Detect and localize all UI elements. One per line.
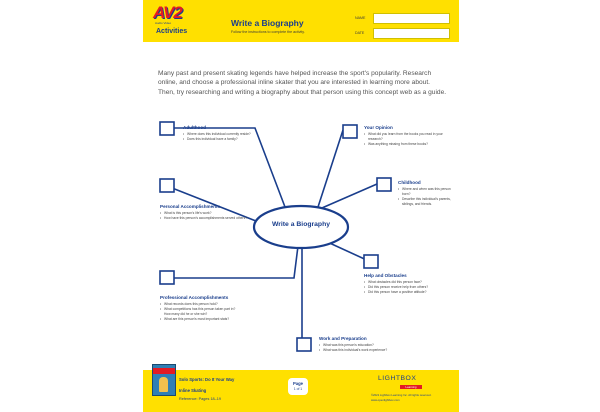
worksheet-page xyxy=(143,0,459,412)
list-item: • Describe this individual's parents, siblings, and friends. xyxy=(398,197,454,207)
list-item: • What obstacles did this person face? xyxy=(364,280,454,285)
section-your-opinion xyxy=(364,125,452,147)
section-personal-accomplishments xyxy=(160,204,248,221)
page-badge xyxy=(288,378,308,395)
section-childhood xyxy=(398,180,454,207)
list-item: • What was this person's education? xyxy=(319,343,429,348)
page-title: Write a Biography xyxy=(231,18,304,28)
name-label: NAME xyxy=(355,16,366,20)
instructions-text: Follow the instructions to complete the activity. xyxy=(231,30,305,34)
connector-opinion xyxy=(318,130,343,207)
activities-label: Activities xyxy=(156,28,188,35)
list-item: • What records does this person hold? xyxy=(160,302,242,307)
reference-pages: Reference: Pages 18–19 xyxy=(179,397,222,401)
adulthood-box xyxy=(160,122,174,135)
logo-text: AV2 xyxy=(153,3,182,22)
page-label: Page xyxy=(292,381,303,386)
logo-tagline: Audio Video xyxy=(155,21,172,25)
section-title: Help and Obstacles xyxy=(364,273,407,278)
date-label: DATE xyxy=(355,31,365,35)
section-title: Personal Accomplishments xyxy=(160,204,221,209)
section-work-and-preparation xyxy=(319,336,429,353)
list-item: • Was anything missing from these books? xyxy=(364,142,452,147)
list-item: • Did this person have a positive attitude? xyxy=(364,290,454,295)
professional-box xyxy=(160,271,174,284)
section-professional-accomplishments xyxy=(160,295,242,322)
book-series: Solo Sports: Do It Your Way xyxy=(179,377,235,382)
list-item: • Did this person receive help from others? xyxy=(364,285,454,290)
list-item: • What was this individual's work experience? xyxy=(319,348,429,353)
opinion-box xyxy=(343,125,357,138)
lightbox-learning-tag: Learning xyxy=(400,385,422,389)
childhood-box xyxy=(377,178,391,191)
website-link[interactable]: www.openlightbox.com xyxy=(371,398,400,402)
section-title: Work and Preparation xyxy=(319,336,367,341)
list-item: • What is this person's life's work? xyxy=(160,211,248,216)
work-box xyxy=(297,338,311,351)
connector-professional xyxy=(167,246,298,278)
section-adulthood xyxy=(183,125,263,142)
book-cover-image xyxy=(152,364,176,396)
list-item: • How have this person's accomplishments served others? xyxy=(160,216,248,221)
section-title: Your Opinion xyxy=(364,125,393,130)
list-item: • What competitions has this person taken part in? How many did he or she win? xyxy=(160,307,242,317)
list-item: • Does this individual have a family? xyxy=(183,137,263,142)
section-title: Childhood xyxy=(398,180,421,185)
section-help-and-obstacles xyxy=(364,273,454,295)
list-item: • What did you learn from the books you read in your research? xyxy=(364,132,452,142)
section-title: Adulthood xyxy=(183,125,206,130)
help-box xyxy=(364,255,378,268)
list-item: • Where does this individual currently reside? xyxy=(183,132,263,137)
list-item: • What are this person's most important stats? xyxy=(160,317,242,322)
page-number: 1 of 1 xyxy=(293,387,303,391)
intro-paragraph: Many past and present skating legends have helped increase the sport's popularity. Research online, and choose a professional inline skater that you are interested in learning more about. Then, try researching and writing a biography about that person using this concept web as a guide. xyxy=(158,70,447,96)
lightbox-logo: LIGHTBOX xyxy=(378,375,417,382)
personal-box xyxy=(160,179,174,192)
section-title: Professional Accomplishments xyxy=(160,295,229,300)
center-label: Write a Biography xyxy=(271,221,331,228)
book-title: Inline Skating xyxy=(179,388,207,393)
list-item: • Where and when was this person born? xyxy=(398,187,454,197)
copyright-text: ©2021 Lightbox Learning Inc. All rights reserved. xyxy=(371,393,432,397)
